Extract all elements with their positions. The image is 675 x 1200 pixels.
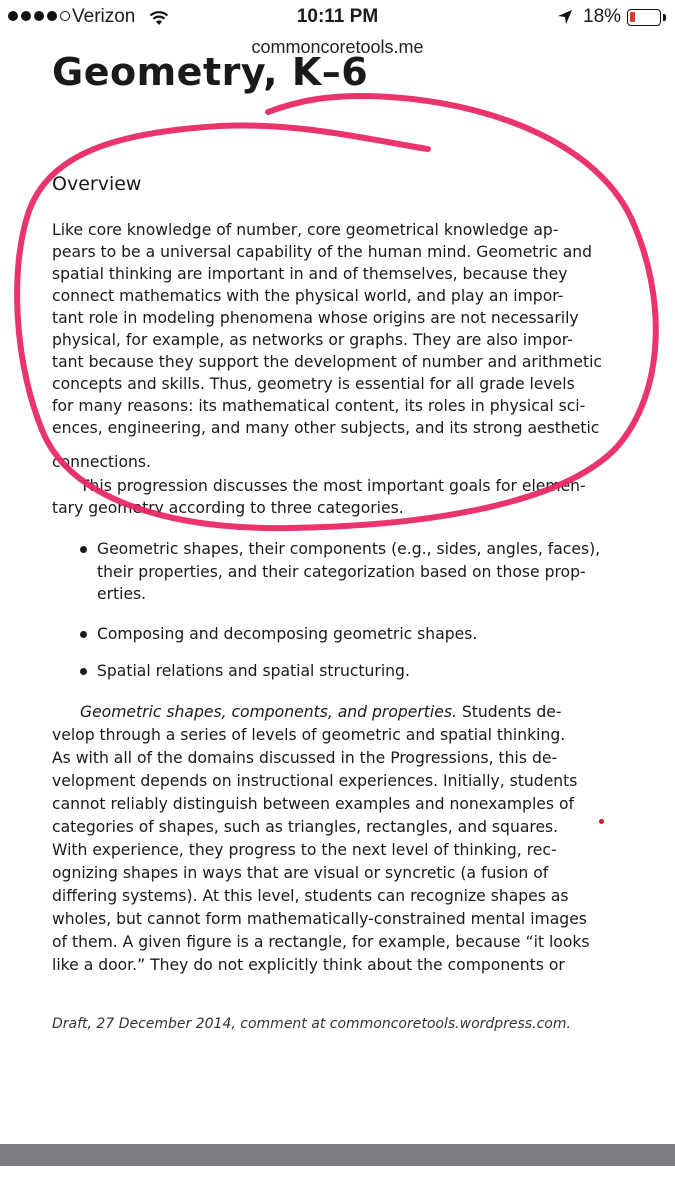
overview-line: concepts and skills. Thus, geometry is essential for all grade levels — [52, 375, 575, 393]
section-title: Overview — [52, 173, 142, 195]
shapes-paragraph-lead-rest: Students de- — [456, 703, 562, 721]
overview-line: connections. — [52, 453, 151, 471]
shapes-paragraph-line: of them. A given figure is a rectangle, for example, because “it looks — [52, 933, 590, 951]
bullet-item-line: their properties, and their categorization based on those prop- — [97, 563, 586, 581]
overview-line: tant because they support the development of number and arithmetic — [52, 353, 602, 371]
shapes-paragraph-line: like a door.” They do not explicitly think about the components or — [52, 956, 565, 974]
battery-percentage: 18% — [583, 6, 622, 27]
bottom-spacer — [0, 1166, 675, 1200]
progression-line: tary geometry according to three categories. — [52, 499, 404, 517]
page-heading: Geometry, K–6 — [52, 50, 369, 94]
url-bar[interactable]: commoncoretools.me — [251, 37, 424, 57]
shapes-paragraph-line: categories of shapes, such as triangles, rectangles, and squares. — [52, 818, 559, 836]
draft-footer: Draft, 27 December 2014, comment at commoncoretools.wordpress.com. — [52, 1016, 571, 1032]
carrier-name: Verizon — [72, 6, 136, 27]
shapes-paragraph-line: wholes, but cannot form mathematically-constrained mental images — [52, 910, 587, 928]
overview-line: physical, for example, as networks or graphs. They are also impor- — [52, 331, 573, 349]
shapes-paragraph-italic-lead: Geometric shapes, components, and properties. — [80, 703, 457, 721]
overview-line: ences, engineering, and many other subjects, and its strong aesthetic — [52, 419, 600, 437]
overview-line: tant role in modeling phenomena whose origins are not necessarily — [52, 309, 579, 327]
bullet-item-line: erties. — [97, 585, 147, 603]
bullet-item-line: Spatial relations and spatial structuring. — [97, 662, 410, 680]
progression-line: This progression discusses the most important goals for elemen- — [80, 477, 586, 495]
browser-toolbar — [0, 1144, 675, 1166]
shapes-paragraph-line: ognizing shapes in ways that are visual or syncretic (a fusion of — [52, 864, 549, 882]
shapes-paragraph-line: With experience, they progress to the next level of thinking, rec- — [52, 841, 557, 859]
bullet-item-line: Composing and decomposing geometric shapes. — [97, 625, 478, 643]
overview-line: Like core knowledge of number, core geometrical knowledge ap- — [52, 221, 559, 239]
shapes-paragraph-line: As with all of the domains discussed in the Progressions, this de- — [52, 749, 558, 767]
shapes-paragraph-line: velopment depends on instructional experiences. Initially, students — [52, 772, 578, 790]
shapes-paragraph-line: differing systems). At this level, students can recognize shapes as — [52, 887, 569, 905]
overview-line: connect mathematics with the physical world, and play an impor- — [52, 287, 564, 305]
shapes-paragraph-line: cannot reliably distinguish between examples and nonexamples of — [52, 795, 574, 813]
status-time: 10:11 PM — [296, 6, 379, 27]
shapes-paragraph-line: velop through a series of levels of geometric and spatial thinking. — [52, 726, 566, 744]
overview-line: pears to be a universal capability of the human mind. Geometric and — [52, 243, 593, 261]
overview-line: for many reasons: its mathematical content, its roles in physical sci- — [52, 397, 586, 415]
bullet-item-line: Geometric shapes, their components (e.g., sides, angles, faces), — [97, 540, 601, 558]
overview-line: spatial thinking are important in and of themselves, because they — [52, 265, 568, 283]
